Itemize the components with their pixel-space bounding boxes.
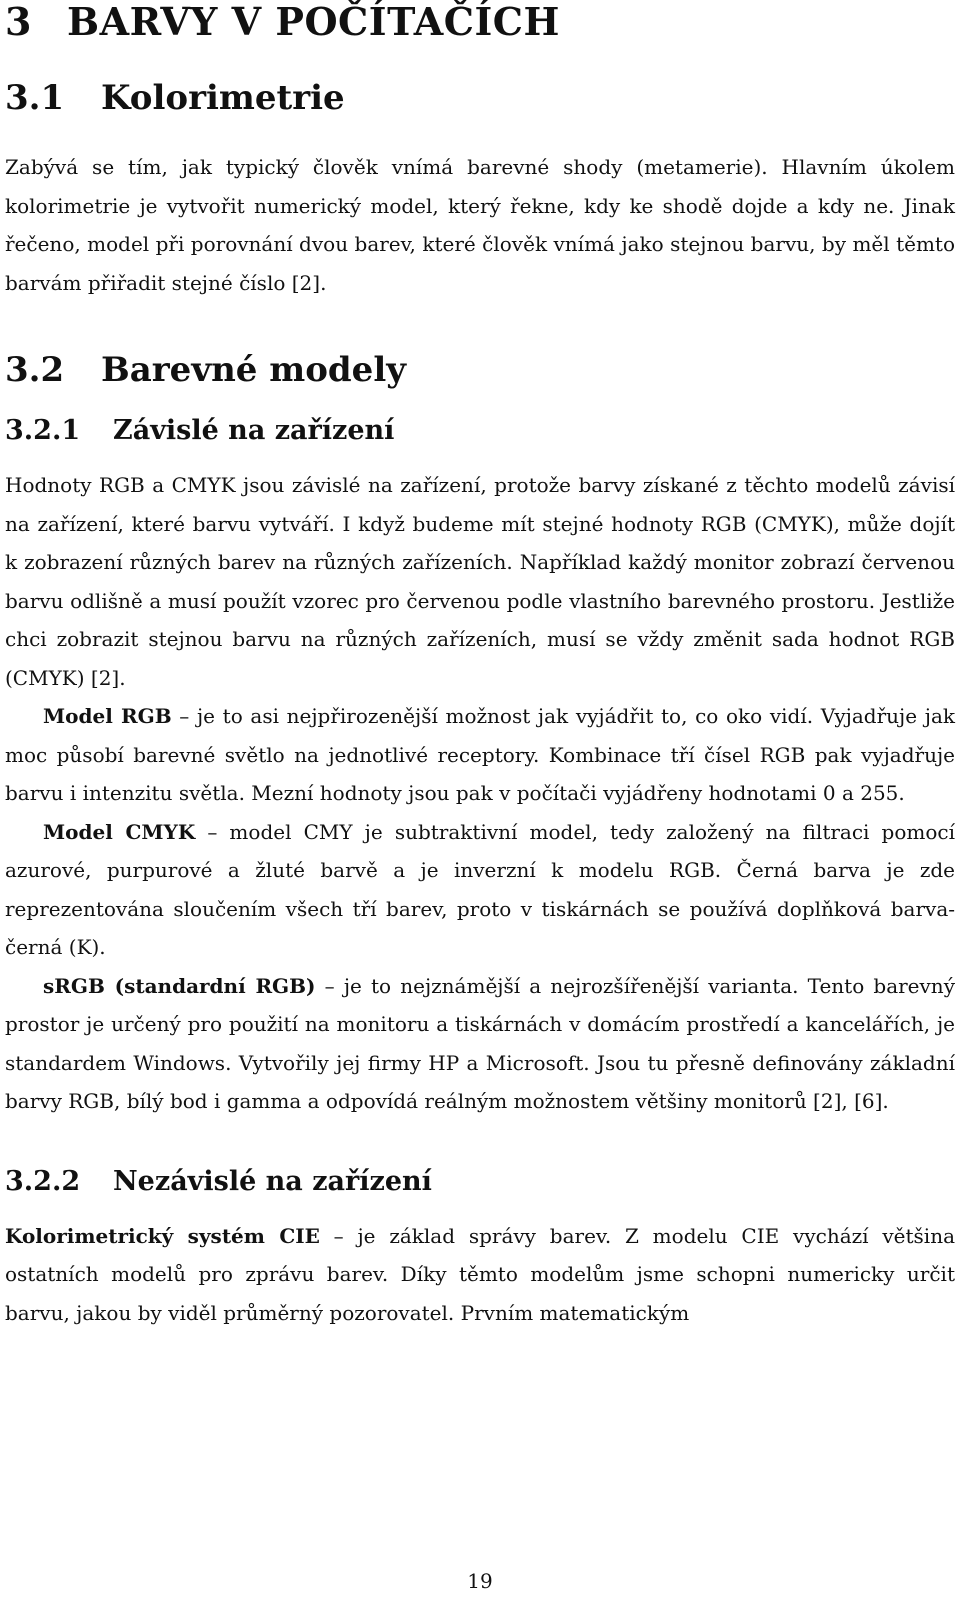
subsection-heading-zavisle [5, 414, 955, 448]
text-cie: – je základ správy barev. Z modelu CIE vychází většina ostatních modelů pro zprávu barev. Díky těmto modelům jsme schopni numericky určit barvu, jakou by viděl průměrný pozorovatel. Prvním matematickým [5, 1223, 955, 1325]
subsection-number: 3.2.2 [5, 1165, 81, 1197]
paragraph-rgb-cmyk-device: Hodnoty RGB a CMYK jsou závislé na zařízení, protože barvy získané z těchto modelů závisí na zařízení, které barvu vytváří. I když budeme mít stejné hodnoty RGB (CMYK), může dojít k zobrazení různých barev na různých zařízeních. Například každý monitor zobrazí červenou barvu odlišně a musí použít vzorec pro červenou podle vlastního barevného prostoru. Jestliže chci zobrazit stejnou barvu na různých zařízeních, musí se vždy změnit sada hodnot RGB (CMYK) [2]. [5, 473, 955, 690]
section-number: 3.2 [5, 350, 65, 390]
paragraph-cie [5, 1217, 955, 1333]
subsection-title: Závislé na zařízení [113, 415, 395, 446]
text-srgb: – je to nejznámější a nejrozšířenější varianta. Tento barevný prostor je určený pro použití na monitoru a tiskárnách v domácím prostředí a kancelářích, je standardem Windows. Vytvořily jej firmy HP a Microsoft. Jsou tu přesně definovány základní barvy RGB, bílý bod i gamma a odpovídá reálným možnostem většiny monitorů [2], [6]. [5, 973, 955, 1113]
spacer [5, 302, 955, 350]
text-model-cmyk: – model CMY je subtraktivní model, tedy založený na filtraci pomocí azurové, purpurové a žluté barvě a je inverzní k modelu RGB. Černá barva je zde reprezentována sloučením všech tří barev, proto v tiskárnách se používá doplňková barva- černá (K). [5, 819, 955, 959]
section-heading-barevne-modely [5, 350, 955, 390]
paragraph-srgb [5, 967, 955, 1121]
paragraph-model-cmyk [5, 813, 955, 967]
subsection-number: 3.2.1 [5, 415, 81, 446]
subsection-title: Nezávislé na zařízení [113, 1165, 432, 1197]
section-title: Kolorimetrie [101, 78, 345, 118]
chapter-title: BARVY V POČÍTAČÍCH [67, 0, 560, 44]
spacer [5, 390, 955, 414]
section-title: Barevné modely [101, 350, 406, 390]
page-content [5, 0, 955, 1332]
chapter-number: 3 [5, 0, 32, 44]
section-number: 3.1 [5, 78, 65, 118]
section-heading-kolorimetrie [5, 78, 955, 118]
term-model-cmyk: Model CMYK [43, 819, 196, 844]
spacer [5, 1121, 955, 1165]
paragraph-model-rgb [5, 697, 955, 813]
chapter-heading [5, 0, 955, 44]
term-model-rgb: Model RGB [43, 704, 172, 728]
spacer [5, 1199, 955, 1217]
text-model-rgb: – je to asi nejpřirozenější možnost jak vyjádřit to, co oko vidí. Vyjadřuje jak moc působí barevné světlo na jednotlivé receptory. Kombinace tří čísel RGB pak vyjadřuje barvu i intenzitu světla. Mezní hodnoty jsou pak v počítači vyjádřeny hodnotami 0 a 255. [5, 704, 955, 805]
term-srgb: sRGB (standardní RGB) [43, 973, 316, 998]
spacer [5, 118, 955, 148]
page-number: 19 [467, 1569, 493, 1593]
paragraph-kolorimetrie: Zabývá se tím, jak typický člověk vnímá barevné shody (metamerie). Hlavním úkolem kolorimetrie je vytvořit numerický model, který řekne, kdy ke shodě dojde a kdy ne. Jinak řečeno, model při porovnání dvou barev, které člověk vnímá jako stejnou barvu, by měl těmto barvám přiřadit stejné číslo [2]. [5, 155, 955, 295]
spacer [5, 44, 955, 78]
spacer [5, 448, 955, 466]
term-cie: Kolorimetrický systém CIE [5, 1223, 320, 1248]
subsection-heading-nezavisle [5, 1165, 955, 1199]
